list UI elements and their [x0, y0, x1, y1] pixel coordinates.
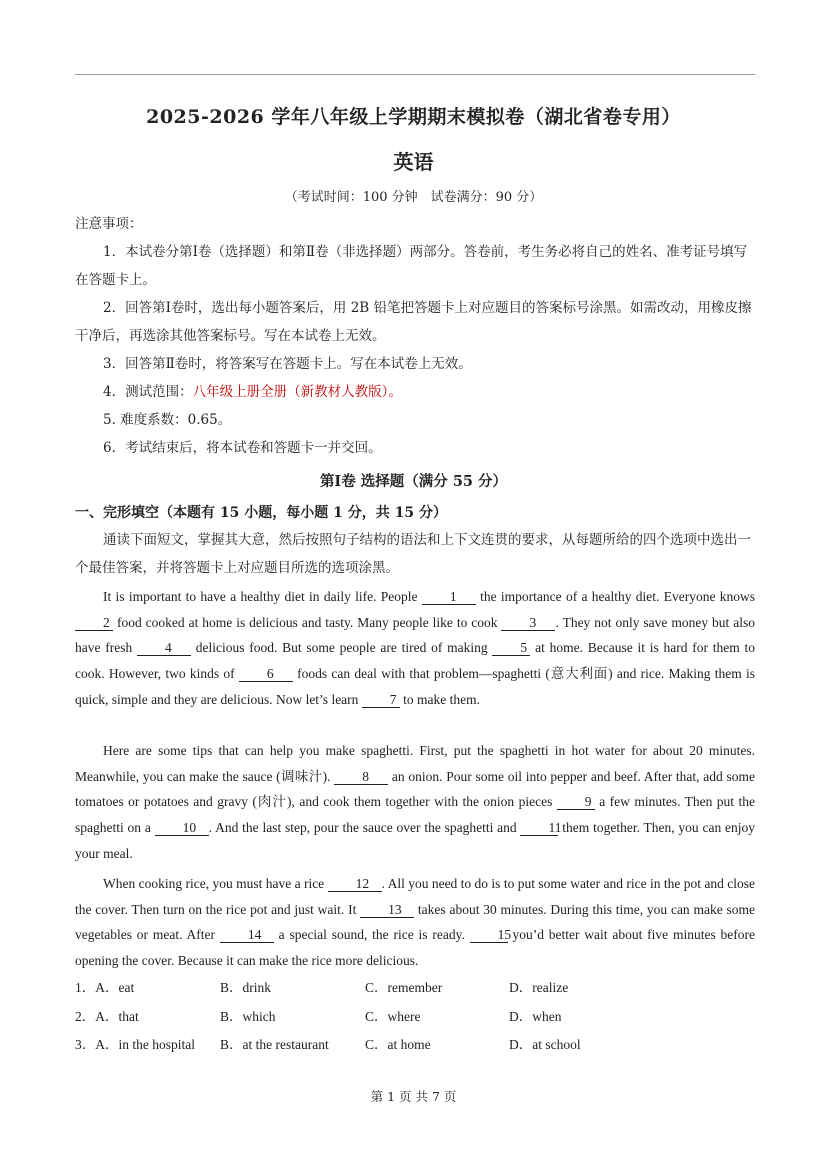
- option-c[interactable]: C．at home: [365, 1037, 431, 1052]
- blank-15: 15: [470, 928, 508, 943]
- passage-paragraph-3: When cooking rice, you must have a rice 12 . All you need to do is to put some water and rice in the pot and close the cover. Then turn on the rice pot and just wait. It 13 takes about 30 minutes. During this time, you can make some vegetables or meat. After 14 a special sound, the rice is ready. 15 you’d better wait about five minutes before opening the cover. Because it can make the rice more delicious.: [75, 876, 756, 969]
- option-b[interactable]: B．at the restaurant: [220, 1037, 329, 1052]
- subject-title: 英语: [393, 150, 434, 174]
- blank-3: 3: [501, 616, 555, 631]
- page-footer: 第 1 页 共 7 页: [370, 1089, 457, 1104]
- section-title: 第Ⅰ卷 选择题（满分 55 分）: [319, 473, 508, 490]
- blank-8: 8: [334, 770, 388, 785]
- option-a[interactable]: A．that: [95, 1009, 139, 1024]
- passage-paragraph-1: It is important to have a healthy diet in daily life. People 1 the importance of a healthy diet. Everyone knows 2 food cooked at home is delicious and tasty. Many people like to cook 3 . They not only save money but also have fresh 4 delicious food. But some people are tired of making 5 at home. Because it is hard for them to cook. However, two kinds of 6 foods can deal with that problem—spaghetti (意大利面) and rice. Making them is quick, simple and they are delicious. Now let’s learn 7 to make them.: [75, 589, 755, 707]
- notes-section: [75, 210, 755, 462]
- option-a[interactable]: A．eat: [95, 980, 135, 995]
- option-d[interactable]: D．when: [509, 1009, 562, 1024]
- exam-title: 2025-2026 学年八年级上学期期末模拟卷（湖北省卷专用）: [146, 106, 681, 128]
- option-d[interactable]: D．at school: [509, 1037, 581, 1052]
- notes-heading: 注意事项：: [75, 216, 143, 232]
- option-b[interactable]: B．drink: [220, 980, 272, 995]
- blank-9: 9: [557, 795, 595, 810]
- blank-12: 12: [328, 877, 382, 892]
- option-c[interactable]: C．remember: [365, 980, 443, 995]
- test-range-highlight: 八年级上册全册（新教材人教版）。: [192, 384, 402, 400]
- blank-2: 2: [75, 616, 113, 631]
- note-item-4: 4．测试范围：八年级上册全册（新教材人教版）。: [103, 384, 402, 400]
- blank-14: 14: [220, 928, 274, 943]
- part-title: 一、完形填空（本题有 15 小题，每小题 1 分，共 15 分）: [75, 505, 447, 521]
- note-item-2: 2．回答第Ⅰ卷时，选出每小题答案后，用 2B 铅笔把答题卡上对应题目的答案标号涂黑。如需改动，用橡皮擦干净后，再选涂其他答案标号。写在本试卷上无效。: [75, 300, 752, 344]
- blank-7: 7: [362, 693, 400, 708]
- blank-1: 1: [422, 590, 476, 605]
- option-d[interactable]: D．realize: [509, 980, 569, 995]
- option-c[interactable]: C．where: [365, 1009, 421, 1024]
- blank-4: 4: [137, 641, 191, 656]
- note-item-3: 3．回答第Ⅱ卷时，将答案写在答题卡上。写在本试卷上无效。: [103, 356, 472, 372]
- header-rule: [75, 74, 755, 75]
- blank-5: 5: [492, 641, 530, 656]
- directions: 通读下面短文，掌握其大意，然后按照句子结构的语法和上下文连贯的要求，从每题所给的四个选项中选出一个最佳答案，并将答题卡上对应题目所选的选项涂黑。: [75, 532, 751, 576]
- option-a[interactable]: A．in the hospital: [95, 1037, 195, 1052]
- blank-6: 6: [239, 667, 293, 682]
- note-item-5: 5. 难度系数：0.65。: [103, 412, 232, 428]
- blank-13: 13: [360, 903, 414, 918]
- note-item-1: 1．本试卷分第Ⅰ卷（选择题）和第Ⅱ卷（非选择题）两部分。答卷前，考生务必将自己的姓名、准考证号填写在答题卡上。: [75, 244, 748, 288]
- note-item-6: 6．考试结束后，将本试卷和答题卡一并交回。: [103, 440, 382, 456]
- option-b[interactable]: B．which: [220, 1009, 276, 1024]
- passage-paragraph-2: Here are some tips that can help you make spaghetti. First, put the spaghetti in hot water for about 20 minutes. Meanwhile, you can make the sauce (调味汁). 8 an onion. Pour some oil into pepper and beef. After that, add some tomatoes or potatoes and gravy (肉汁), and cook them together with the onion pieces 9 a few minutes. Then put the spaghetti on a 10 . And the last step, pour the sauce over the spaghetti and 11 them together. Then, you can enjoy your meal.: [75, 743, 756, 861]
- blank-10: 10: [155, 821, 209, 836]
- blank-11: 11: [520, 821, 558, 836]
- exam-info: （考试时间：100 分钟 试卷满分：90 分）: [284, 190, 543, 205]
